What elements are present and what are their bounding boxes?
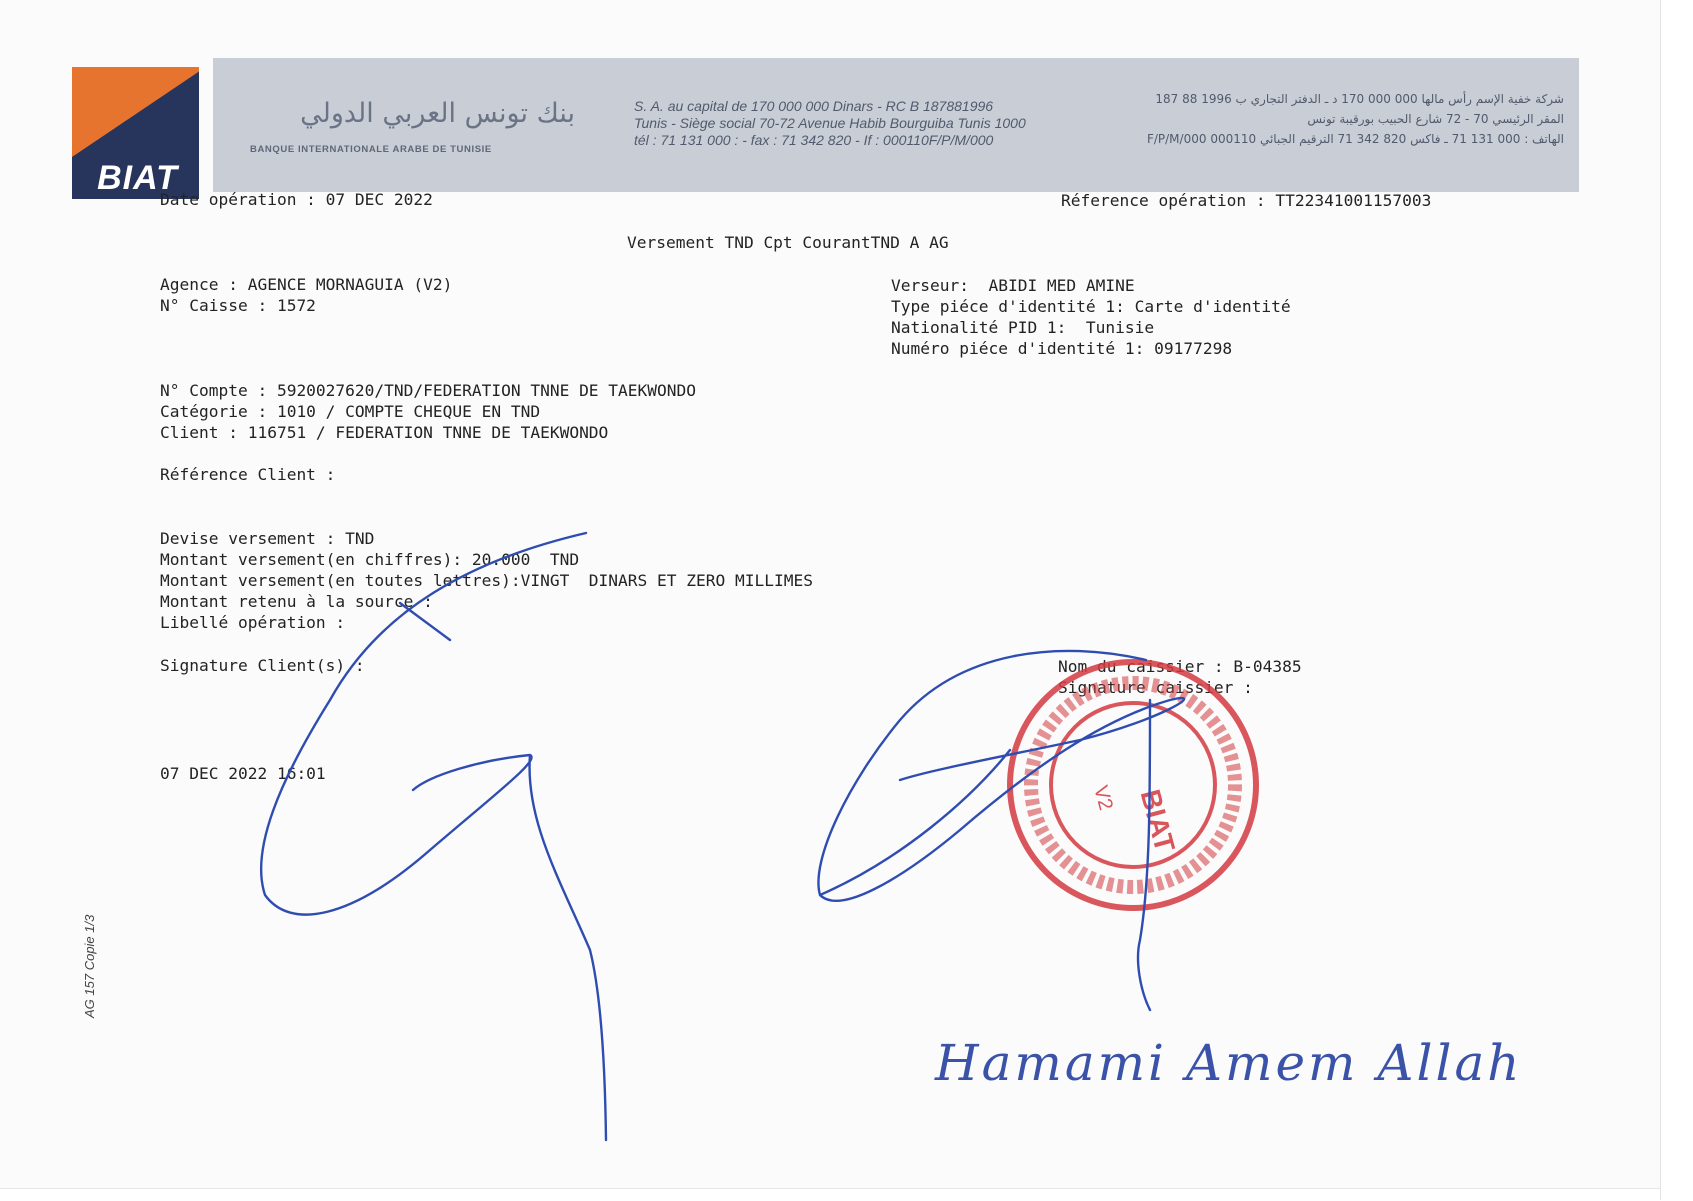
reference-operation: Réference opération : TT22341001157003 xyxy=(1061,191,1432,210)
verseur-line: Verseur: ABIDI MED AMINE xyxy=(891,276,1135,295)
libelle-line: Libellé opération : xyxy=(160,613,346,632)
operation-timestamp: 07 DEC 2022 16:01 xyxy=(160,764,326,783)
header-info-fr-line: S. A. au capital de 170 000 000 Dinars - RC B 187881996 xyxy=(634,98,994,114)
caisse-line: N° Caisse : 1572 xyxy=(160,296,316,315)
biat-logo xyxy=(72,67,199,199)
type-piece-line: Type piéce d'identité 1: Carte d'identité xyxy=(891,297,1291,316)
numero-piece-line: Numéro piéce d'identité 1: 09177298 xyxy=(891,339,1233,358)
header-info-ar-line: شركة خفية الإسم رأس مالها 000 000 170 د ـ الدفتر التجاري ب 1996 88 187 xyxy=(1155,92,1564,106)
nom-caissier-line: Nom du caissier : B-04385 xyxy=(1058,657,1302,676)
logo-orange-shape xyxy=(72,67,199,157)
header-info-arabic xyxy=(1060,89,1564,149)
bank-name-french: BANQUE INTERNATIONALE ARABE DE TUNISIE xyxy=(250,144,492,155)
categorie-line: Catégorie : 1010 / COMPTE CHEQUE EN TND xyxy=(160,402,541,421)
agence-line: Agence : AGENCE MORNAGUIA (V2) xyxy=(160,275,453,294)
header-info-fr-line: tél : 71 131 000 : - fax : 71 342 820 - If : 000110F/P/M/000 xyxy=(634,132,994,148)
client-line: Client : 116751 / FEDERATION TNNE DE TAEKWONDO xyxy=(160,423,609,442)
logo-text: BIAT xyxy=(97,159,178,197)
signature-client-label: Signature Client(s) : xyxy=(160,656,365,675)
date-operation: Date opération : 07 DEC 2022 xyxy=(160,190,433,209)
handwritten-name: Hamami Amem Allah xyxy=(935,1034,1523,1092)
compte-line: N° Compte : 5920027620/TND/FEDERATION TNNE DE TAEKWONDO xyxy=(160,381,697,400)
stamp-sub-text: V2 xyxy=(1089,783,1117,813)
bank-name-arabic: بنك تونس العربي الدولي xyxy=(300,98,575,129)
header-info-fr-line: Tunis - Siège social 70-72 Avenue Habib Bourguiba Tunis 1000 xyxy=(634,115,1026,131)
header-info-french xyxy=(634,98,1026,149)
form-reference: AG 157 Copie 1/3 xyxy=(82,914,97,1018)
stamp-center-text: BIAT xyxy=(1134,786,1181,856)
operation-title: Versement TND Cpt CourantTND A AG xyxy=(627,233,949,252)
paper-edge-right xyxy=(1660,0,1693,1200)
header-info-ar-line: الهاتف : 000 131 71 ـ فاكس 820 342 71 الترقيم الجبائي 000110 F/P/M/000 xyxy=(1146,132,1564,146)
signature-caissier-label: Signature caissier : xyxy=(1058,678,1253,697)
header-info-ar-line: المقر الرئيسي 70 - 72 شارع الحبيب بورقيبة تونس xyxy=(1307,112,1564,126)
devise-line: Devise versement : TND xyxy=(160,529,375,548)
montant-lettres-line: Montant versement(en toutes lettres):VINGT DINARS ET ZERO MILLIMES xyxy=(160,571,813,590)
montant-retenu-line: Montant retenu à la source : xyxy=(160,592,433,611)
paper-edge-bottom xyxy=(0,1188,1660,1201)
montant-chiffres-line: Montant versement(en chiffres): 20.000 TND xyxy=(160,550,580,569)
nationalite-line: Nationalité PID 1: Tunisie xyxy=(891,318,1155,337)
reference-client-line: Référence Client : xyxy=(160,465,336,484)
